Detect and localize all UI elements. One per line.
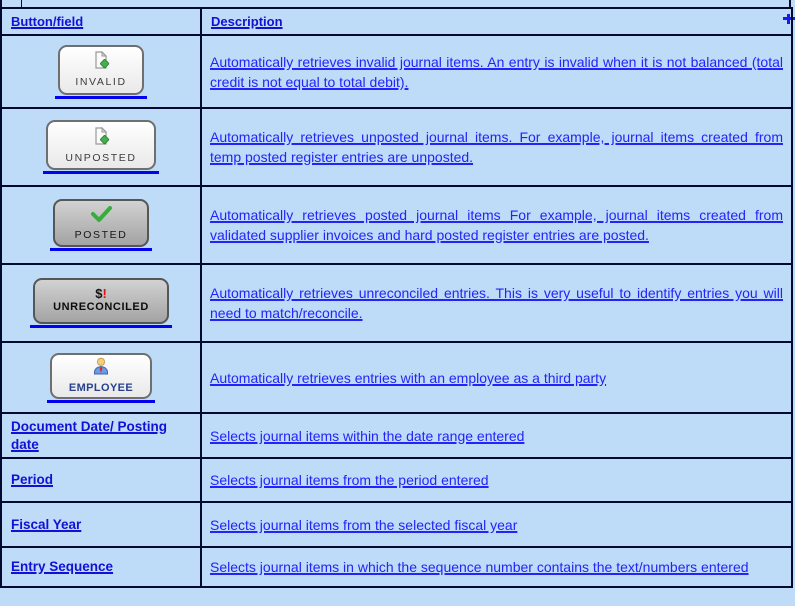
description-text: Automatically retrieves invalid journal items. An entry is invalid when it is not balanced (total credit is not equal to total debit).: [210, 53, 783, 90]
button-label: INVALID: [75, 76, 127, 88]
document-new-icon: [92, 51, 110, 74]
employee-button-link: [47, 353, 155, 403]
table-row: [1, 35, 792, 108]
button-label: POSTED: [74, 228, 128, 241]
posted-button-link: [50, 199, 152, 251]
invalid-button-link: [55, 45, 147, 99]
employee-button[interactable]: [50, 353, 152, 399]
column-header-button-field: Button/field: [11, 14, 84, 29]
description-text: Selects journal items from the period entered: [210, 472, 489, 488]
column-header-description: Description: [211, 14, 283, 29]
description-text: Automatically retrieves entries with an employee as a third party: [210, 369, 607, 386]
button-label: EMPLOYEE: [68, 382, 134, 394]
description-text: Selects journal items within the date range entered: [210, 427, 525, 444]
field-label: Period: [11, 472, 54, 487]
unreconciled-button-link: [30, 278, 172, 328]
invalid-button[interactable]: [58, 45, 144, 95]
description-text: Automatically retrieves posted journal items For example, journal items created from validated supplier invoices and hard posted register entries are posted.: [210, 207, 783, 243]
unposted-button[interactable]: [46, 120, 156, 170]
employee-icon: [91, 357, 111, 380]
table-row: [1, 264, 792, 342]
table-row: [1, 458, 792, 502]
posted-button[interactable]: [53, 199, 149, 247]
green-check-icon: [88, 206, 114, 227]
dollar-alert-icon: $!: [95, 286, 107, 301]
table-row: [1, 547, 792, 587]
table-row: [1, 108, 792, 186]
description-text: Automatically retrieves unposted journal items. For example, journal items created from temp posted register entries are unposted.: [210, 129, 783, 165]
description-text: Selects journal items from the selected fiscal year: [210, 516, 518, 533]
table-row: [1, 502, 792, 547]
table-row: [1, 342, 792, 413]
table-header-row: [1, 8, 792, 35]
description-text: Selects journal items in which the sequence number contains the text/numbers entered: [210, 559, 749, 575]
table-row: [1, 186, 792, 264]
button-label: UNRECONCILED: [53, 301, 149, 313]
button-label: UNPOSTED: [65, 151, 137, 164]
table-row: [1, 413, 792, 458]
field-label: Fiscal Year: [11, 516, 82, 532]
field-label: Entry Sequence: [11, 559, 114, 574]
unposted-button-link: [43, 120, 159, 174]
unreconciled-button[interactable]: [33, 278, 169, 324]
field-label: Document Date/ Posting date: [11, 418, 168, 452]
description-text: Automatically retrieves unreconciled entries. This is very useful to identify entries you will need to match/reconcile.: [210, 285, 783, 321]
document-new-icon: [92, 127, 110, 150]
button-field-table: [0, 7, 793, 588]
